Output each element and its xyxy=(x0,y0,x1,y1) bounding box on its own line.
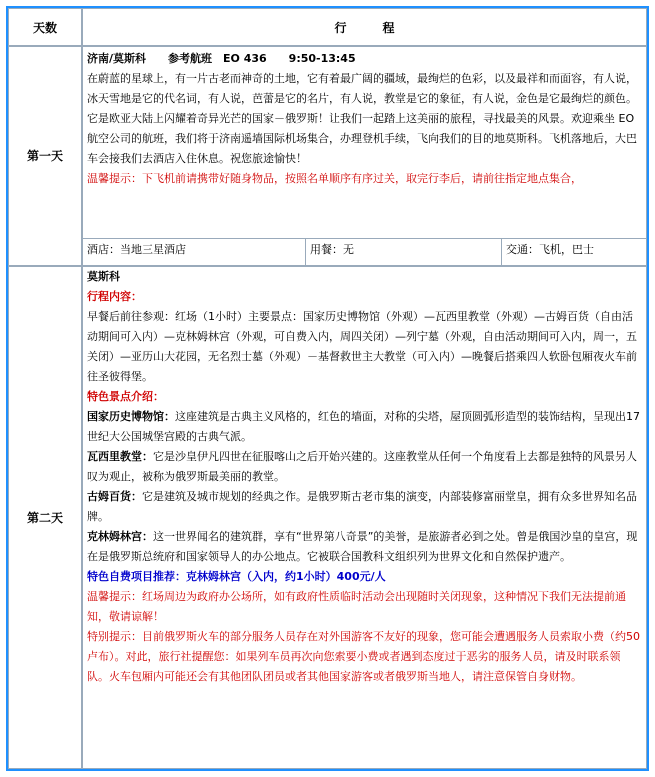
day2-content xyxy=(82,266,647,769)
header-itinerary: 行 程 xyxy=(82,8,647,46)
day2-label: 第二天 xyxy=(8,266,82,769)
day1-body: 在蔚蓝的星球上，有一片古老而神奇的土地，它有着最广阔的疆域，最绚烂的色彩，以及最祥和而面容，有人说，冰天雪地是它的代名词，有人说，芭蕾是它的名片，有人说，教堂是它的象征，有人说，金色是它最绚烂的颜色。它是欧亚大陆上闪耀着奇异光芒的国家－俄罗斯！让我们一起踏上这美丽的旅程，寻找最美的风景。欢迎乘坐 EO 航空公司的航班，我们将于济南遥墙国际机场集合，办理登机手续，飞向我们的目的地莫斯科。飞机落地后，大巴车会接我们去酒店入住休息。祝您旅途愉快！ xyxy=(87,72,637,165)
day1-meal: 用餐：无 xyxy=(306,239,502,265)
day2-city: 莫斯科 xyxy=(87,270,120,283)
day2-tip: 温馨提示：红场周边为政府办公场所，如有政府性质临时活动会出现随时关闭现象，这种情况下我们无法提前通知，敬请谅解！ xyxy=(87,590,626,623)
header-days: 天数 xyxy=(8,8,82,46)
day2-content: 早餐后前往参观：红场（1小时）主要景点：国家历史博物馆（外观）—瓦西里教堂（外观）—古姆百货（自由活动期间可入内）—克林姆林宫（外观，可自费入内，周四关闭）—列宁墓（外观，自由活动期间可入内，周一，五关闭）—亚历山大花园，无名烈士墓（外观）－基督救世主大教堂（可入内）—晚餐后搭乘四人软卧包厢夜火车前往圣彼得堡。 xyxy=(87,310,637,383)
day1-content xyxy=(82,46,647,238)
day1-info-row xyxy=(82,238,647,266)
day2-content-title: 行程内容： xyxy=(87,290,142,303)
day1-title: 济南/莫斯科 参考航班 EO 436 9:50-13:45 xyxy=(87,52,356,65)
itinerary-table xyxy=(6,6,649,771)
day1-hotel: 酒店：当地三星酒店 xyxy=(83,239,306,265)
day2-optional: 特色自费项目推荐：克林姆林宫（入内，约1小时）400元/人 xyxy=(87,570,386,583)
day2-spots-title: 特色景点介绍： xyxy=(87,390,164,403)
day1-transport: 交通：飞机，巴士 xyxy=(506,243,594,256)
spot-kremlin: 克林姆林宫：这一世界闻名的建筑群，享有“世界第八奇景”的美誉，是旅游者必到之处。曾是俄国沙皇的皇宫，现在是俄罗斯总统府和国家领导人的办公地点。它被联合国教科文组织列为世界文化和自然保护遗产。 xyxy=(87,530,638,563)
day1-tip: 温馨提示：下飞机前请携带好随身物品，按照名单顺序有序过关，取完行李后，请前往指定地点集合， xyxy=(87,172,582,185)
day2-special: 特别提示：目前俄罗斯火车的部分服务人员存在对外国游客不友好的现象，您可能会遭遇服务人员索取小费（约50卢布）。对此，旅行社提醒您：如果列车员再次向您索要小费或者遇到态度过于恶劣的服务人员，请及时联系领队。火车包厢内可能还会有其他团队团员或者其他国家游客或者俄罗斯当地人，请注意保管自身财物。 xyxy=(87,630,640,683)
spot-gum: 古姆百货：它是建筑及城市规划的经典之作。是俄罗斯古老市集的演变，内部装修富丽堂皇，拥有众多世界知名品牌。 xyxy=(87,490,637,523)
day1-label: 第一天 xyxy=(8,46,82,266)
spot-history-museum: 国家历史博物馆：这座建筑是古典主义风格的，红色的墙面，对称的尖塔，屋顶圆弧形造型的装饰结构，呈现出17世纪大公国城堡宫殿的古典气派。 xyxy=(87,410,640,443)
spot-basil-cathedral: 瓦西里教堂：它是沙皇伊凡四世在征服喀山之后开始兴建的。这座教堂从任何一个角度看上去都是独特的风景另人叹为观止，被称为俄罗斯最美丽的教堂。 xyxy=(87,450,637,483)
